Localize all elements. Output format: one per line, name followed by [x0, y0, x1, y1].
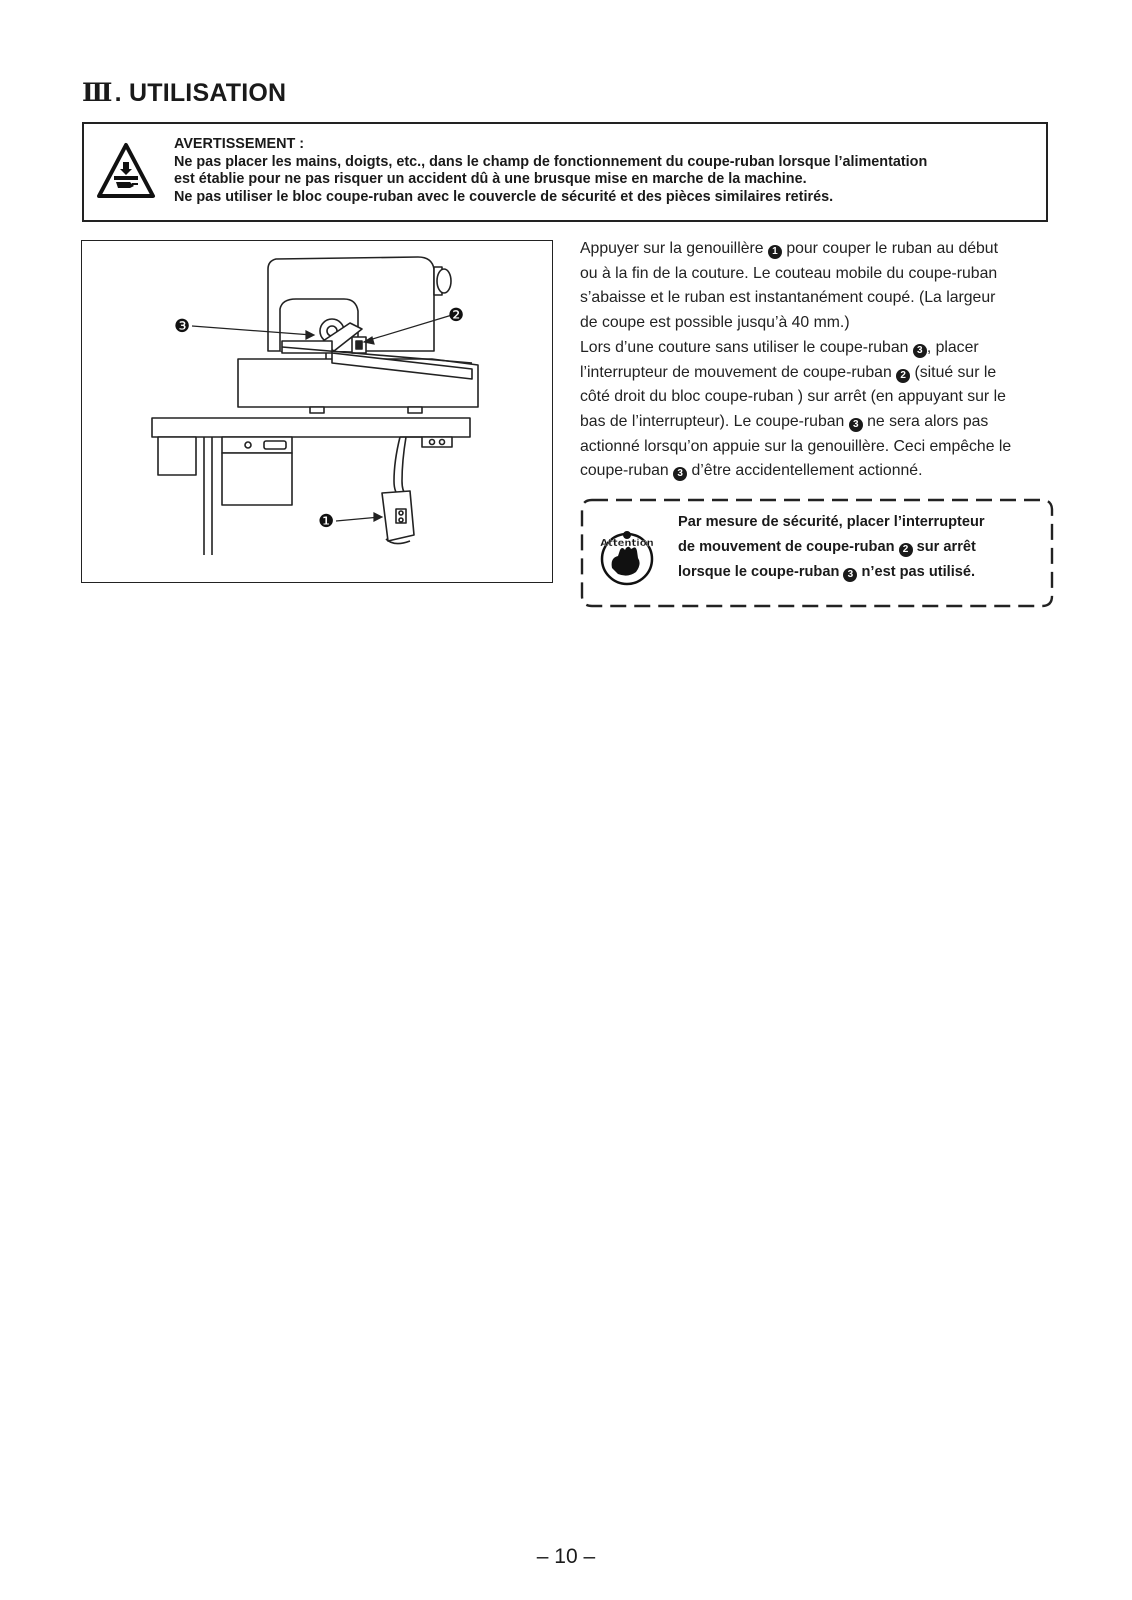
text-span: sur arrêt [916, 539, 976, 555]
marker-1: 1 [768, 245, 782, 259]
section-separator: . [114, 79, 122, 107]
marker-3: 3 [843, 568, 857, 582]
warning-heading: AVERTISSEMENT : [174, 136, 305, 152]
text-span: pour couper le ruban au début [786, 240, 998, 257]
attention-box [580, 498, 1054, 608]
paragraph-knee-switch [580, 237, 1060, 336]
warning-line: Ne pas utiliser le bloc coupe-ruban avec le couvercle de sécurité et des pièces similaires retirés. [174, 188, 834, 205]
section-title [82, 78, 286, 108]
marker-3: 3 [849, 418, 863, 432]
text-span: (situé sur le [914, 363, 997, 381]
text-span: bas de l’interrupteur). Le coupe-ruban [580, 412, 845, 430]
warning-box [82, 122, 1048, 222]
text-line: ou à la fin de la couture. Le couteau mobile du coupe-ruban [580, 264, 998, 282]
text-span: Lors d’une couture sans utiliser le coupe-ruban [580, 338, 909, 356]
text-span: lorsque le coupe-ruban [678, 564, 840, 580]
warning-text [174, 136, 1030, 206]
attention-text [678, 510, 985, 585]
text-span: , placer [926, 338, 979, 356]
callout-3: ❸ [174, 316, 191, 337]
text-span: d’être accidentellement actionné. [691, 462, 923, 480]
paragraph-cutter-switch [580, 336, 1060, 484]
section-title-text: UTILISATION [128, 79, 287, 107]
text-line: actionné lorsqu’on appuie sur la genouillère. Ceci empêche le [580, 437, 1012, 455]
marker-2: 2 [899, 543, 913, 557]
marker-2: 2 [896, 369, 910, 383]
machine-illustration [81, 240, 553, 583]
text-span: ne sera alors pas [867, 412, 989, 430]
warning-line: Ne pas placer les mains, doigts, etc., dans le champ de fonctionnement du coupe-ruban lorsque l’alimentation [174, 153, 928, 170]
callout-2: ❷ [448, 305, 465, 326]
marker-3: 3 [913, 344, 927, 358]
page-number: – 10 – [536, 1545, 596, 1568]
text-line: côté droit du bloc coupe-ruban ) sur arrêt (en appuyant sur le [580, 388, 1006, 406]
text-span: n’est pas utilisé. [861, 564, 976, 580]
hand-crush-warning-icon [96, 142, 156, 200]
marker-3: 3 [673, 467, 687, 481]
text-line: s’abaisse et le ruban est instantanément coupé. (La largeur [580, 289, 996, 307]
text-line: de coupe est possible jusqu’à 40 mm.) [580, 314, 850, 332]
sewing-machine-drawing [82, 241, 551, 581]
attention-icon-label: Attention [600, 538, 654, 549]
text-span: Appuyer sur la genouillère [580, 240, 764, 257]
text-span: l’interrupteur de mouvement de coupe-ruban [580, 363, 892, 381]
warning-line: est établie pour ne pas risquer un accident dû à une brusque mise en marche de la machine. [174, 171, 807, 187]
text-line: Par mesure de sécurité, placer l’interrupteur [678, 514, 985, 530]
text-span: de mouvement de coupe-ruban [678, 539, 895, 555]
section-numeral: Ⅲ [82, 78, 113, 107]
text-span: coupe-ruban [580, 462, 669, 480]
attention-hand-icon [598, 528, 656, 586]
callout-1: ❶ [318, 511, 335, 532]
instructions-text [580, 237, 1060, 484]
